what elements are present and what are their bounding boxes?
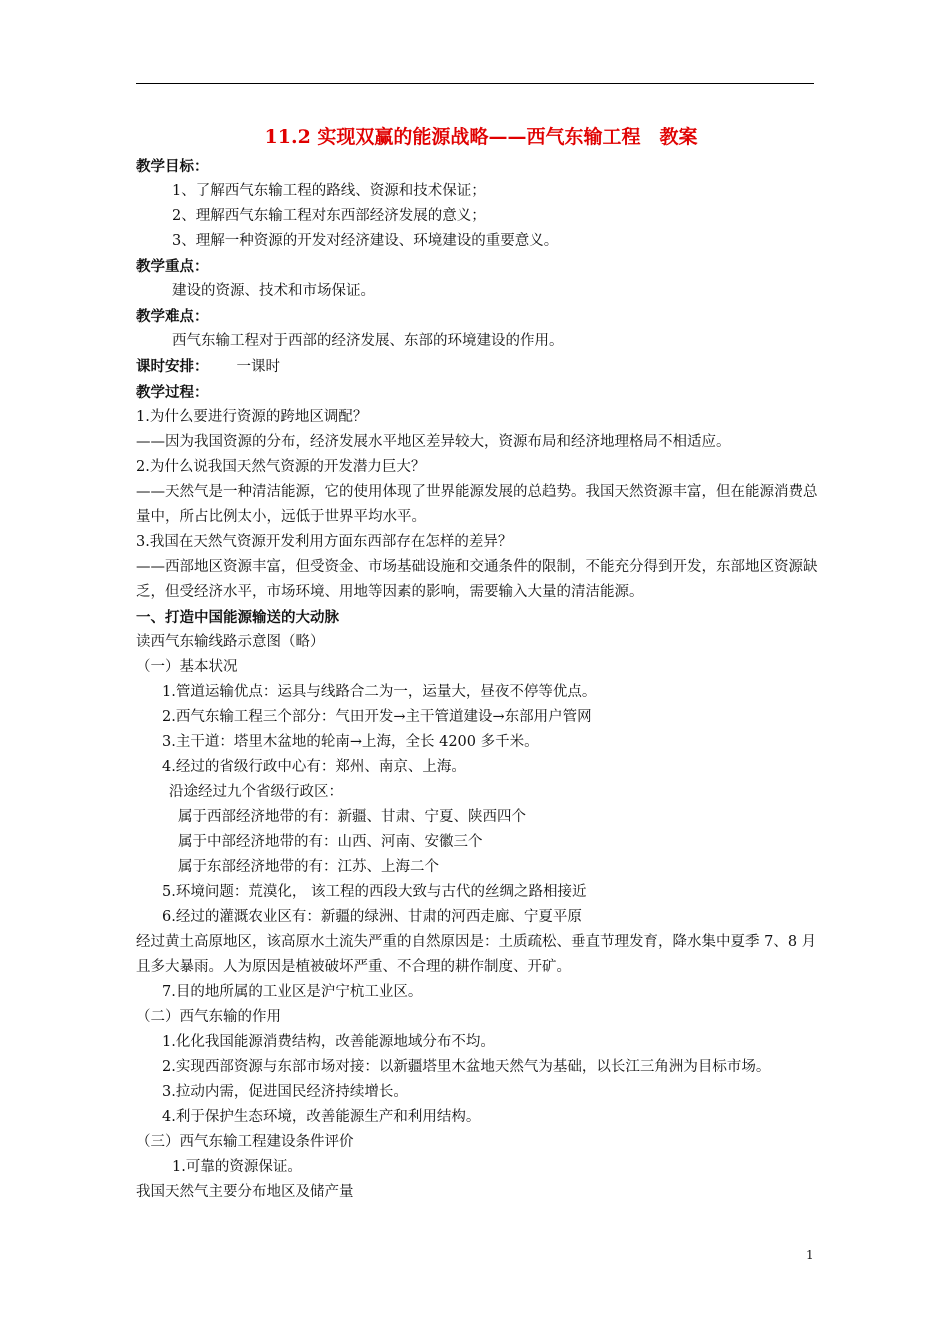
list-item: 3.拉动内需，促进国民经济持续增长。 xyxy=(162,1084,408,1100)
question: 3.我国在天然气资源开发利用方面东西部存在怎样的差异？ xyxy=(136,534,513,550)
list-item: 4.经过的省级行政中心有：郑州、南京、上海。 xyxy=(162,759,466,775)
list-item: 沿途经过九个省级行政区： xyxy=(169,784,343,800)
objective-item: 2、理解西气东输工程对东西部经济发展的意义； xyxy=(172,208,486,224)
list-item: 1.可靠的资源保证。 xyxy=(172,1159,302,1175)
section-intro: 读西气东输线路示意图（略） xyxy=(136,634,325,650)
objective-item: 3、理解一种资源的开发对经济建设、环境建设的重要意义。 xyxy=(172,233,559,249)
question: 2.为什么说我国天然气资源的开发潜力巨大？ xyxy=(136,459,426,475)
list-item: 7.目的地所属的工业区是沪宁杭工业区。 xyxy=(162,984,423,1000)
list-item: 属于中部经济地带的有：山西、河南、安徽三个 xyxy=(178,834,483,850)
list-item: 1.管道运输优点：运具与线路合二为一，运量大，昼夜不停等优点。 xyxy=(162,684,597,700)
schedule-line xyxy=(136,354,826,380)
document-body xyxy=(136,122,826,1205)
subsection-heading: （一）基本状况 xyxy=(136,659,238,675)
list-item: 属于东部经济地带的有：江苏、上海二个 xyxy=(178,859,439,875)
difficult-points-heading: 教学难点： xyxy=(136,308,209,325)
subsection-heading: （三）西气东输工程建设条件评价 xyxy=(136,1134,354,1150)
answer: ——因为我国资源的分布，经济发展水平地区差异较大，资源布局和经济地理格局不相适应。 xyxy=(136,434,731,450)
answer: ——天然气是一种清洁能源，它的使用体现了世界能源发展的总趋势。我国天然资源丰富，但在能源消费总量中，所占比例太小，远低于世界平均水平。 xyxy=(136,484,818,525)
objective-item: 1、了解西气东输工程的路线、资源和技术保证； xyxy=(172,183,486,199)
subsection-heading: （二）西气东输的作用 xyxy=(136,1009,281,1025)
document-title: 11.2 实现双赢的能源战略——西气东输工程 教案 xyxy=(264,126,698,148)
list-item: 2.西气东输工程三个部分：气田开发→主干管道建设→东部用户管网 xyxy=(162,709,592,725)
answer: ——西部地区资源丰富，但受资金、市场基础设施和交通条件的限制，不能充分得到开发，东部地区资源缺乏，但受经济水平，市场环境、用地等因素的影响，需要输入大量的清洁能源。 xyxy=(136,559,818,600)
question: 1.为什么要进行资源的跨地区调配？ xyxy=(136,409,368,425)
list-item: 6.经过的灌溉农业区有：新疆的绿洲、甘肃的河西走廊、宁夏平原 xyxy=(162,909,582,925)
list-item: 4.利于保护生态环境，改善能源生产和利用结构。 xyxy=(162,1109,481,1125)
schedule-value: 一课时 xyxy=(236,359,280,375)
section-heading: 一、打造中国能源输送的大动脉 xyxy=(136,609,339,626)
paragraph: 我国天然气主要分布地区及储产量 xyxy=(136,1184,354,1200)
header-rule xyxy=(136,83,814,84)
schedule-label: 课时安排： xyxy=(136,358,209,375)
paragraph: 经过黄土高原地区，该高原水土流失严重的自然原因是：土质疏松、垂直节理发育，降水集中夏季 7、8 月且多大暴雨。人为原因是植被破坏严重、不合理的耕作制度、开矿。 xyxy=(136,934,817,975)
page-number: 1 xyxy=(806,1248,814,1262)
list-item: 2.实现西部资源与东部市场对接：以新疆塔里木盆地天然气为基础，以长江三角洲为目标市场。 xyxy=(162,1059,771,1075)
key-points-text: 建设的资源、技术和市场保证。 xyxy=(172,283,375,299)
process-heading: 教学过程： xyxy=(136,384,209,401)
list-item: 5.环境问题：荒漠化， 该工程的西段大致与古代的丝绸之路相接近 xyxy=(162,884,587,900)
list-item: 属于西部经济地带的有：新疆、甘肃、宁夏、陕西四个 xyxy=(178,809,526,825)
list-item: 3.主干道：塔里木盆地的轮南→上海，全长 4200 多千米。 xyxy=(162,734,539,750)
list-item: 1.化化我国能源消费结构，改善能源地域分布不均。 xyxy=(162,1034,495,1050)
key-points-heading: 教学重点： xyxy=(136,258,209,275)
objectives-heading: 教学目标： xyxy=(136,158,209,175)
difficult-points-text: 西气东输工程对于西部的经济发展、东部的环境建设的作用。 xyxy=(172,333,564,349)
